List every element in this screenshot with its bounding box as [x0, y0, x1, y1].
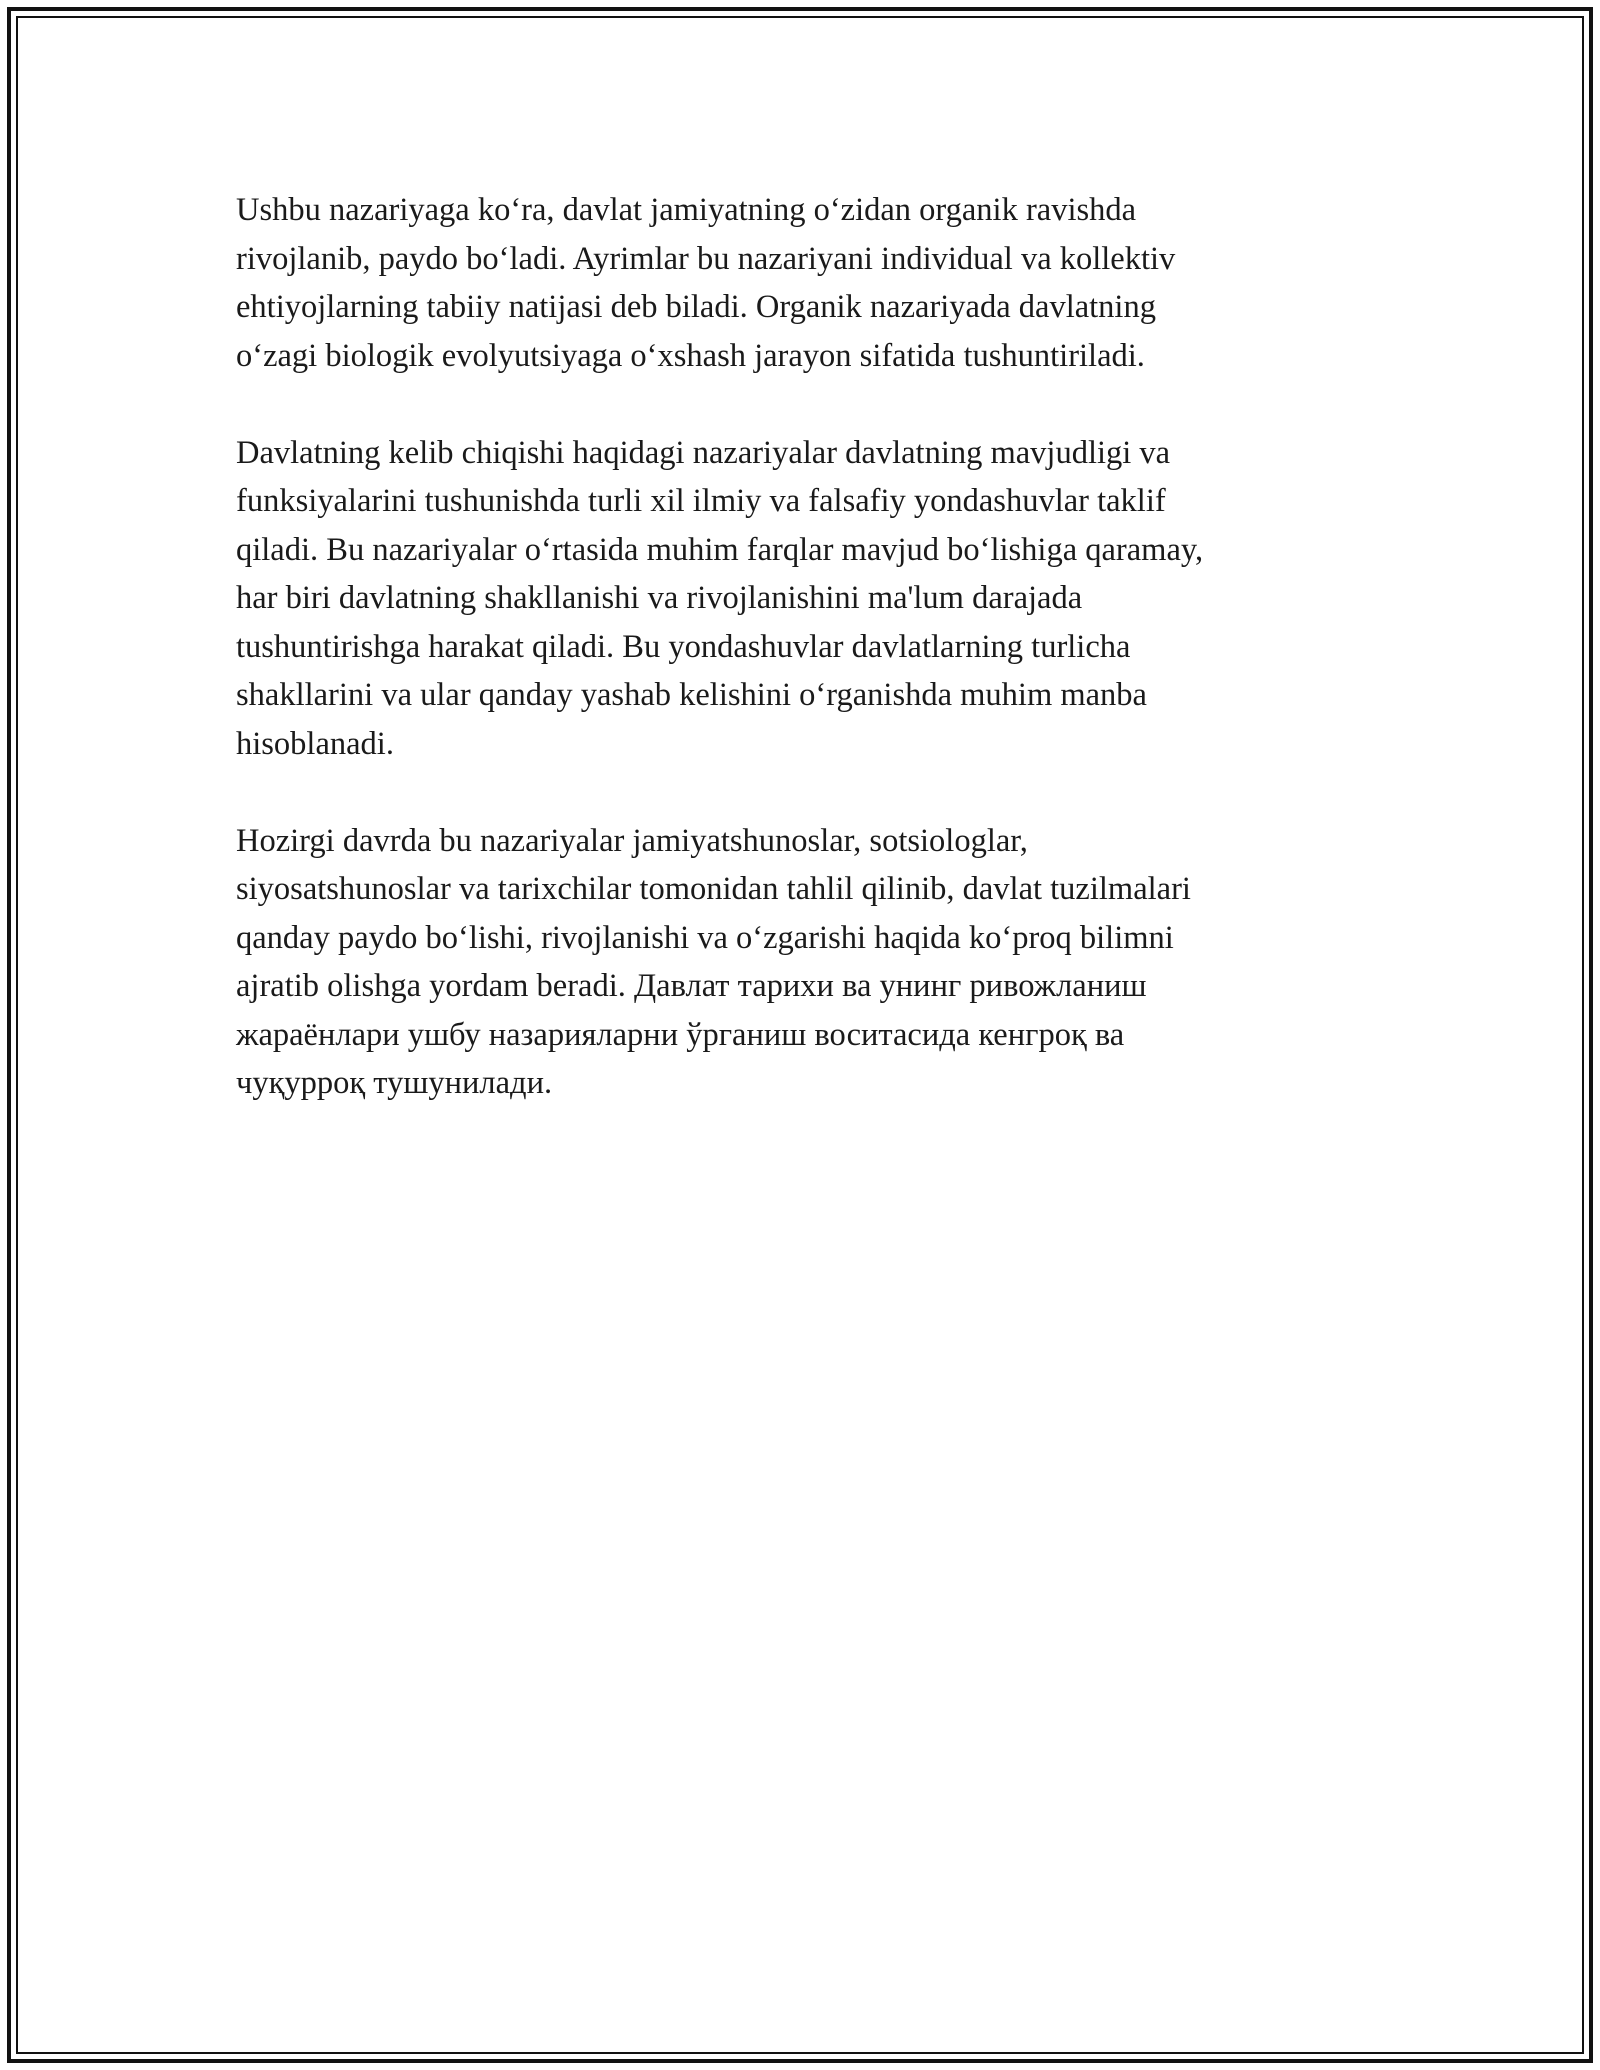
paragraph-1: [236, 186, 1366, 380]
text-line: o‘zagi biologik evolyutsiyaga o‘xshash jarayon sifatida tushuntiriladi.: [236, 337, 1145, 374]
text-line: har biri davlatning shakllanishi va rivojlanishini ma'lum darajada: [236, 580, 1083, 616]
paragraph-3: [236, 817, 1366, 1108]
text-line: qiladi. Bu nazariyalar o‘rtasida muhim farqlar mavjud bo‘lishiga qaramay,: [236, 531, 1204, 568]
text-line: siyosatshunoslar va tarixchilar tomonidan tahlil qilinib, davlat tuzilmalari: [236, 871, 1191, 907]
text-line: Ushbu nazariyaga ko‘ra, davlat jamiyatning o‘zidan organik ravishda: [236, 192, 1137, 228]
paragraph-2: [236, 429, 1366, 769]
text-line: Davlatning kelib chiqishi haqidagi nazariyalar davlatning mavjudligi va: [236, 434, 1171, 471]
text-line: qanday paydo bo‘lishi, rivojlanishi va o‘zgarishi haqida ko‘proq bilimni: [236, 919, 1174, 956]
text-line: hisoblanadi.: [236, 725, 394, 762]
text-line: rivojlanib, paydo bo‘ladi. Ayrimlar bu nazariyani individual va kollektiv: [236, 240, 1176, 277]
text-line: ajratib olishga yordam beradi. Давлат тарихи ва унинг ривожланиш: [236, 968, 1147, 1004]
text-line: ehtiyojlarning tabiiy natijasi deb biladi. Organik nazariyada davlatning: [236, 289, 1156, 325]
text-line: tushuntirishga harakat qiladi. Bu yondashuvlar davlatlarning turlicha: [236, 628, 1131, 665]
text-line: Hozirgi davrda bu nazariyalar jamiyatshunoslar, sotsiologlar,: [236, 822, 1028, 859]
text-line: shakllarini va ular qanday yashab kelishini o‘rganishda muhim manba: [236, 677, 1147, 713]
text-line: funksiyalarini tushunishda turli xil ilmiy va falsafiy yondashuvlar taklif: [236, 483, 1166, 519]
text-line: чуқурроқ тушунилади.: [236, 1065, 553, 1101]
text-line: жараёнлари ушбу назарияларни ўрганиш воситасида кенгроқ ва: [236, 1016, 1125, 1053]
document-body: [236, 186, 1366, 1156]
